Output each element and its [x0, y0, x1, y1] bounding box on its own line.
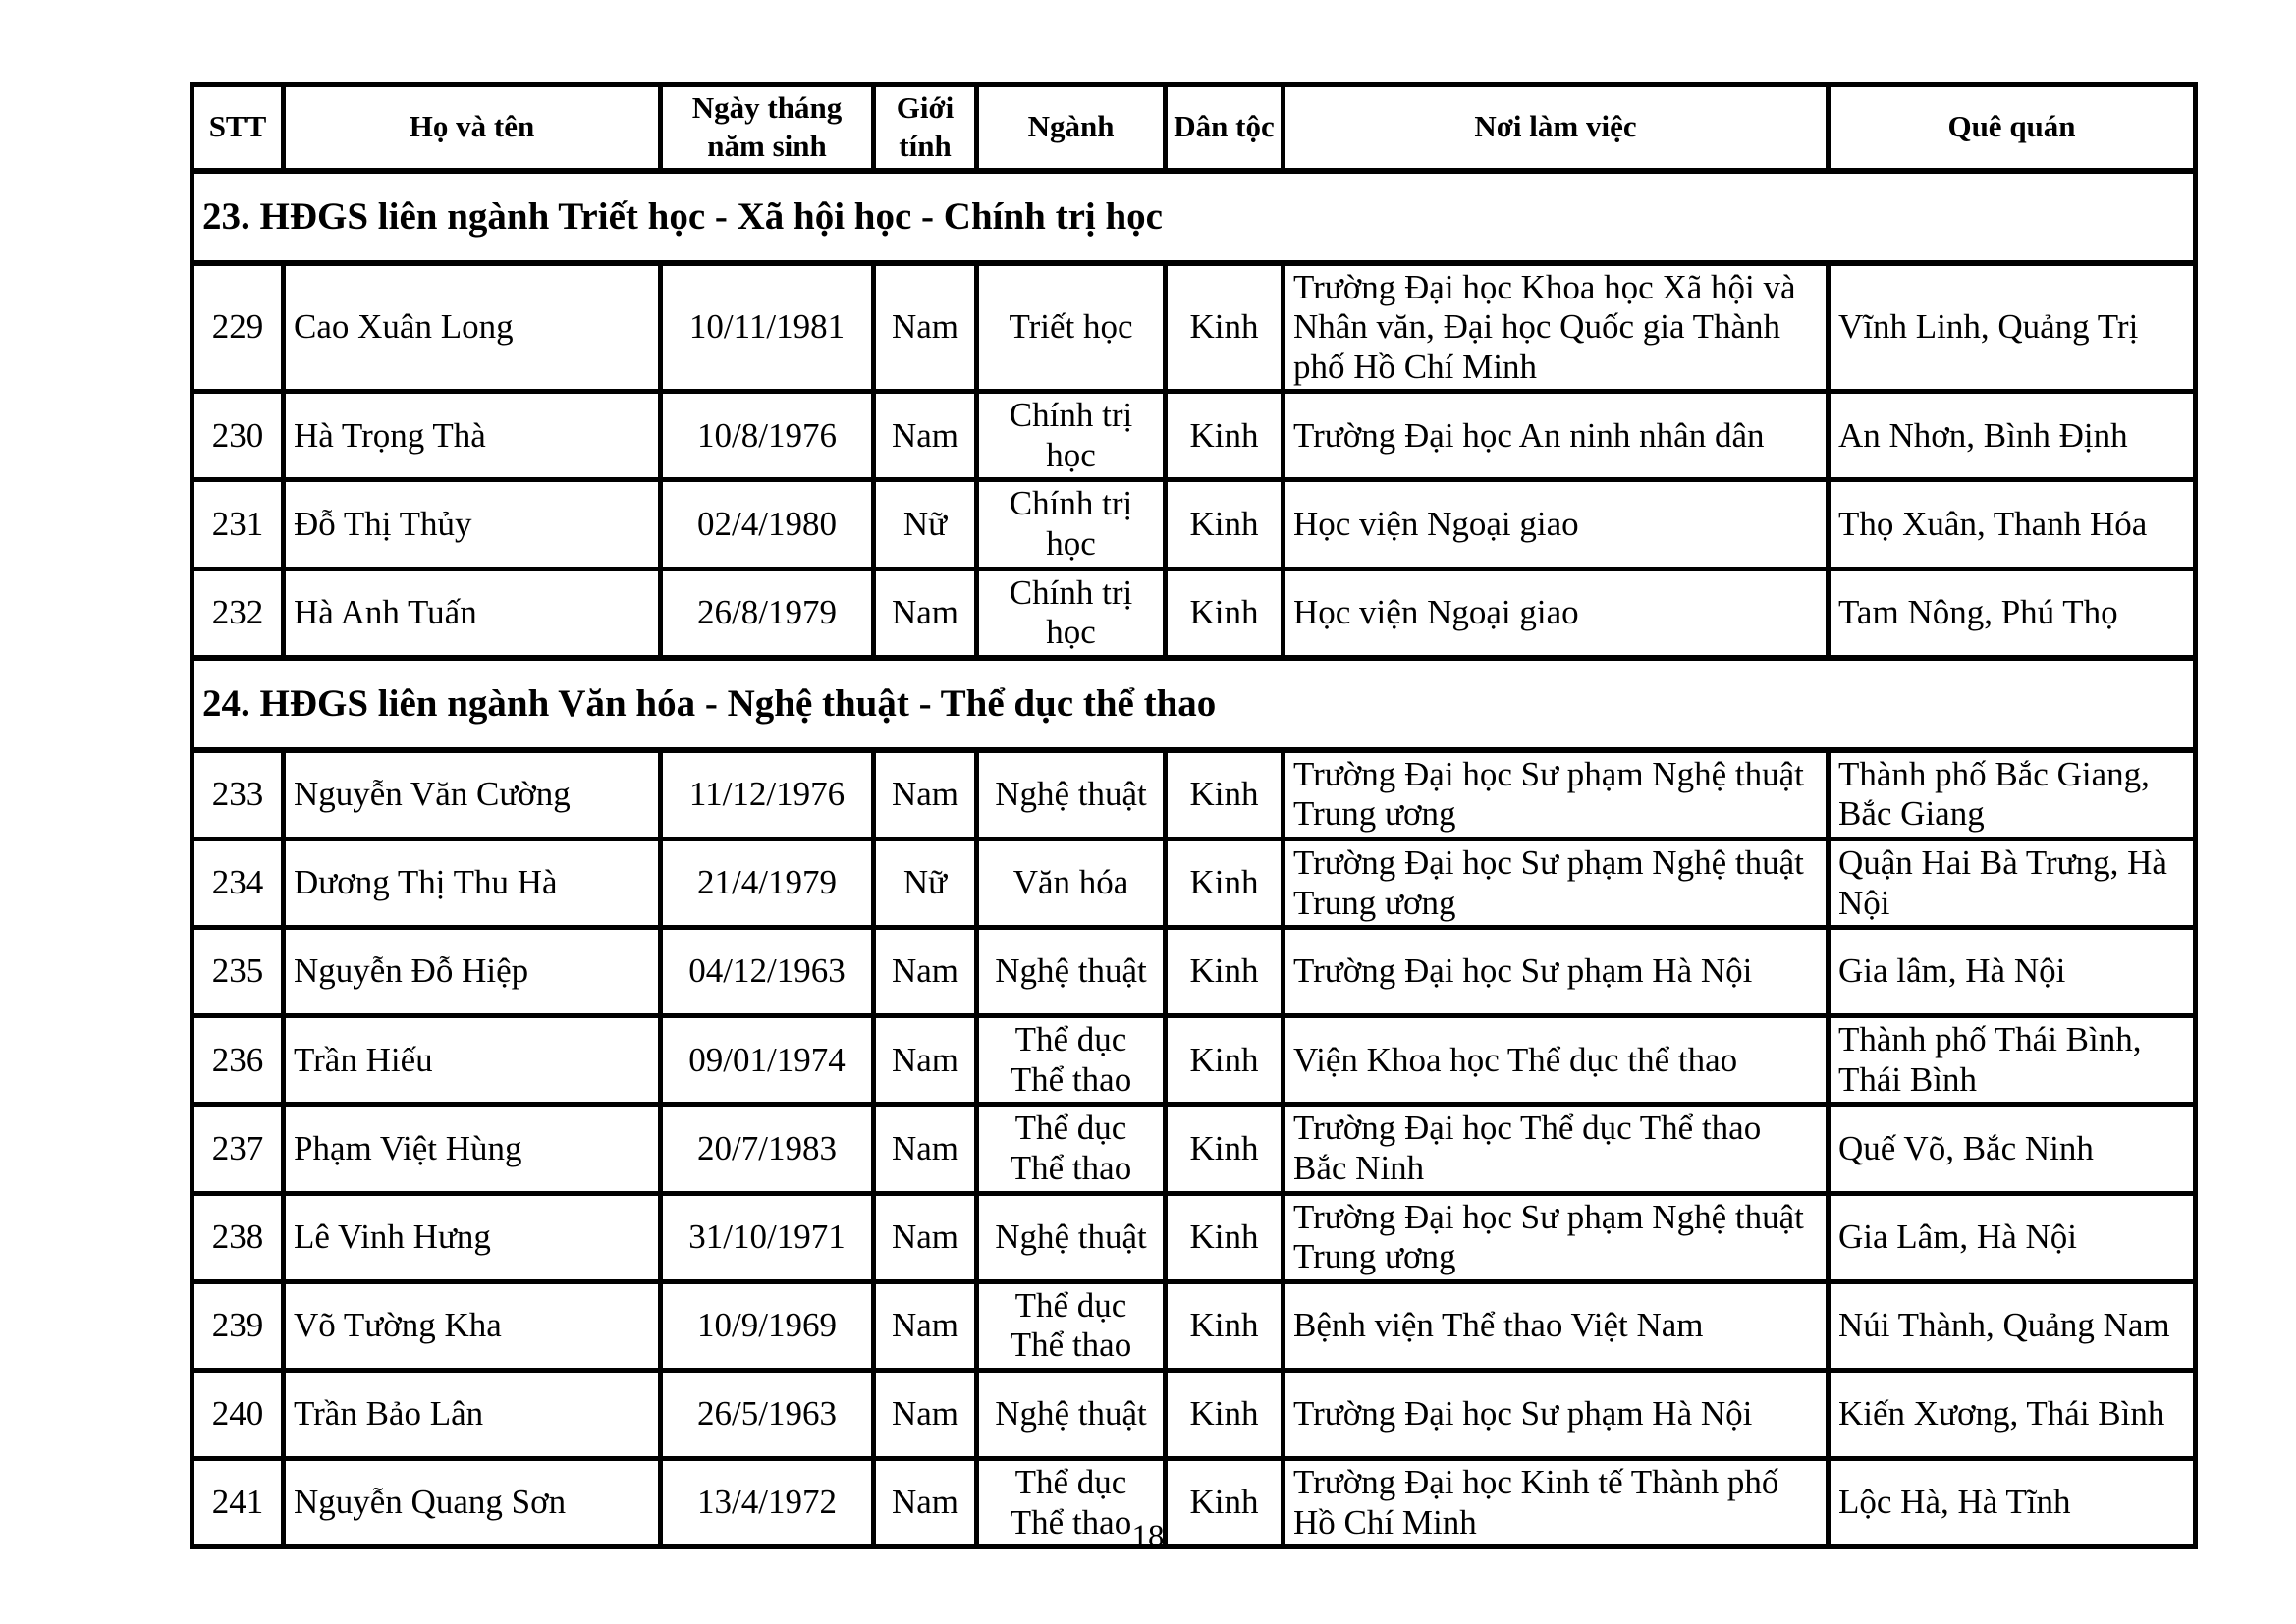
cell-ethnicity: Kinh [1166, 392, 1284, 480]
cell-dob: 26/5/1963 [661, 1370, 874, 1458]
cell-ethnicity: Kinh [1166, 839, 1284, 928]
column-header-gender: Giới tính [874, 85, 977, 171]
cell-hometown: Quận Hai Bà Trưng, Hà Nội [1829, 839, 2196, 928]
column-header-ethnicity: Dân tộc [1166, 85, 1284, 171]
cell-dob: 21/4/1979 [661, 839, 874, 928]
cell-gender: Nam [874, 568, 977, 658]
section-title: 23. HĐGS liên ngành Triết học - Xã hội học - Chính trị học [192, 171, 2196, 263]
cell-field: Thể dục Thể thao [977, 1016, 1166, 1105]
table-row [192, 1193, 2196, 1281]
cell-workplace: Học viện Ngoại giao [1284, 480, 1829, 568]
cell-field: Nghệ thuật [977, 750, 1166, 839]
cell-gender: Nam [874, 1105, 977, 1193]
cell-field: Thể dục Thể thao [977, 1458, 1166, 1546]
cell-stt: 231 [192, 480, 284, 568]
cell-stt: 241 [192, 1458, 284, 1546]
cell-name: Hà Anh Tuấn [284, 568, 661, 658]
professors-roster-table [190, 82, 2198, 1549]
cell-dob: 09/01/1974 [661, 1016, 874, 1105]
cell-stt: 229 [192, 263, 284, 392]
cell-name: Nguyễn Văn Cường [284, 750, 661, 839]
cell-field: Văn hóa [977, 839, 1166, 928]
cell-workplace: Học viện Ngoại giao [1284, 568, 1829, 658]
table-row [192, 1281, 2196, 1370]
cell-hometown: Gia Lâm, Hà Nội [1829, 1193, 2196, 1281]
cell-hometown: Tam Nông, Phú Thọ [1829, 568, 2196, 658]
cell-dob: 04/12/1963 [661, 928, 874, 1016]
cell-gender: Nam [874, 1370, 977, 1458]
cell-workplace: Trường Đại học Sư phạm Hà Nội [1284, 928, 1829, 1016]
cell-ethnicity: Kinh [1166, 928, 1284, 1016]
cell-dob: 10/11/1981 [661, 263, 874, 392]
cell-stt: 236 [192, 1016, 284, 1105]
page-number: 18 [1131, 1519, 1165, 1554]
column-header-hometown: Quê quán [1829, 85, 2196, 171]
cell-name: Phạm Việt Hùng [284, 1105, 661, 1193]
cell-name: Cao Xuân Long [284, 263, 661, 392]
cell-ethnicity: Kinh [1166, 568, 1284, 658]
cell-field: Chính trị học [977, 392, 1166, 480]
cell-name: Nguyễn Quang Sơn [284, 1458, 661, 1546]
cell-workplace: Trường Đại học Thể dục Thể thao Bắc Ninh [1284, 1105, 1829, 1193]
section-header-row-24 [192, 658, 2196, 750]
section-title: 24. HĐGS liên ngành Văn hóa - Nghệ thuật - Thể dục thể thao [192, 658, 2196, 750]
cell-hometown: Vĩnh Linh, Quảng Trị [1829, 263, 2196, 392]
cell-ethnicity: Kinh [1166, 480, 1284, 568]
cell-ethnicity: Kinh [1166, 1105, 1284, 1193]
table-row [192, 480, 2196, 568]
cell-hometown: Quế Võ, Bắc Ninh [1829, 1105, 2196, 1193]
table-row [192, 1370, 2196, 1458]
cell-workplace: Trường Đại học Khoa học Xã hội và Nhân văn, Đại học Quốc gia Thành phố Hồ Chí Minh [1284, 263, 1829, 392]
cell-name: Võ Tường Kha [284, 1281, 661, 1370]
cell-hometown: Lộc Hà, Hà Tĩnh [1829, 1458, 2196, 1546]
cell-workplace: Trường Đại học Sư phạm Hà Nội [1284, 1370, 1829, 1458]
cell-gender: Nam [874, 1016, 977, 1105]
cell-stt: 238 [192, 1193, 284, 1281]
cell-field: Chính trị học [977, 568, 1166, 658]
cell-gender: Nữ [874, 839, 977, 928]
table-row [192, 568, 2196, 658]
column-header-name: Họ và tên [284, 85, 661, 171]
table-row [192, 1105, 2196, 1193]
cell-gender: Nam [874, 928, 977, 1016]
cell-gender: Nam [874, 1458, 977, 1546]
cell-name: Dương Thị Thu Hà [284, 839, 661, 928]
column-header-workplace: Nơi làm việc [1284, 85, 1829, 171]
table-row [192, 392, 2196, 480]
cell-gender: Nữ [874, 480, 977, 568]
cell-workplace: Trường Đại học Sư phạm Nghệ thuật Trung ương [1284, 839, 1829, 928]
cell-hometown: Gia lâm, Hà Nội [1829, 928, 2196, 1016]
cell-gender: Nam [874, 392, 977, 480]
table-row [192, 263, 2196, 392]
cell-stt: 232 [192, 568, 284, 658]
cell-name: Đỗ Thị Thủy [284, 480, 661, 568]
cell-workplace: Viện Khoa học Thể dục thể thao [1284, 1016, 1829, 1105]
cell-field: Nghệ thuật [977, 928, 1166, 1016]
table-row [192, 750, 2196, 839]
table-row [192, 1016, 2196, 1105]
cell-dob: 20/7/1983 [661, 1105, 874, 1193]
cell-workplace: Bệnh viện Thể thao Việt Nam [1284, 1281, 1829, 1370]
cell-dob: 11/12/1976 [661, 750, 874, 839]
column-header-dob: Ngày tháng năm sinh [661, 85, 874, 171]
cell-name: Trần Bảo Lân [284, 1370, 661, 1458]
cell-dob: 10/9/1969 [661, 1281, 874, 1370]
cell-field: Triết học [977, 263, 1166, 392]
cell-workplace: Trường Đại học Sư phạm Nghệ thuật Trung ương [1284, 1193, 1829, 1281]
table-header-row [192, 85, 2196, 171]
cell-gender: Nam [874, 750, 977, 839]
cell-ethnicity: Kinh [1166, 1193, 1284, 1281]
cell-field: Chính trị học [977, 480, 1166, 568]
column-header-stt: STT [192, 85, 284, 171]
cell-ethnicity: Kinh [1166, 750, 1284, 839]
cell-name: Trần Hiếu [284, 1016, 661, 1105]
cell-stt: 239 [192, 1281, 284, 1370]
cell-dob: 31/10/1971 [661, 1193, 874, 1281]
cell-hometown: Thành phố Bắc Giang, Bắc Giang [1829, 750, 2196, 839]
cell-stt: 235 [192, 928, 284, 1016]
cell-gender: Nam [874, 1193, 977, 1281]
cell-stt: 237 [192, 1105, 284, 1193]
cell-ethnicity: Kinh [1166, 1370, 1284, 1458]
cell-field: Thể dục Thể thao [977, 1281, 1166, 1370]
cell-ethnicity: Kinh [1166, 1281, 1284, 1370]
cell-name: Hà Trọng Thà [284, 392, 661, 480]
cell-workplace: Trường Đại học An ninh nhân dân [1284, 392, 1829, 480]
cell-name: Lê Vinh Hưng [284, 1193, 661, 1281]
cell-dob: 10/8/1976 [661, 392, 874, 480]
cell-stt: 233 [192, 750, 284, 839]
cell-workplace: Trường Đại học Sư phạm Nghệ thuật Trung ương [1284, 750, 1829, 839]
cell-ethnicity: Kinh [1166, 1458, 1284, 1546]
cell-gender: Nam [874, 1281, 977, 1370]
cell-field: Nghệ thuật [977, 1193, 1166, 1281]
cell-dob: 13/4/1972 [661, 1458, 874, 1546]
cell-dob: 02/4/1980 [661, 480, 874, 568]
cell-dob: 26/8/1979 [661, 568, 874, 658]
table-row [192, 839, 2196, 928]
cell-stt: 240 [192, 1370, 284, 1458]
cell-hometown: Kiến Xương, Thái Bình [1829, 1370, 2196, 1458]
cell-gender: Nam [874, 263, 977, 392]
cell-hometown: Thành phố Thái Bình, Thái Bình [1829, 1016, 2196, 1105]
cell-hometown: Thọ Xuân, Thanh Hóa [1829, 480, 2196, 568]
section-header-row-23 [192, 171, 2196, 263]
cell-field: Nghệ thuật [977, 1370, 1166, 1458]
cell-ethnicity: Kinh [1166, 1016, 1284, 1105]
cell-ethnicity: Kinh [1166, 263, 1284, 392]
column-header-field: Ngành [977, 85, 1166, 171]
cell-stt: 230 [192, 392, 284, 480]
cell-workplace: Trường Đại học Kinh tế Thành phố Hồ Chí Minh [1284, 1458, 1829, 1546]
cell-hometown: An Nhơn, Bình Định [1829, 392, 2196, 480]
cell-stt: 234 [192, 839, 284, 928]
cell-field: Thể dục Thể thao [977, 1105, 1166, 1193]
cell-name: Nguyễn Đỗ Hiệp [284, 928, 661, 1016]
table-row [192, 928, 2196, 1016]
cell-hometown: Núi Thành, Quảng Nam [1829, 1281, 2196, 1370]
